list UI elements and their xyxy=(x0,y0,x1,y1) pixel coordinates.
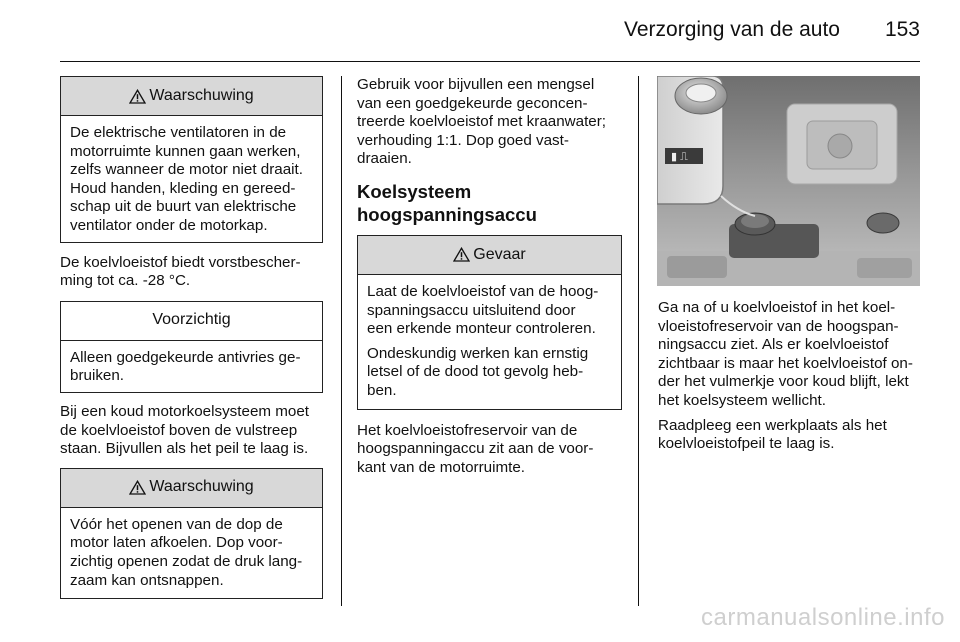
warning-triangle-icon xyxy=(129,480,146,495)
warning-box-1-title: Waarschuwing xyxy=(149,86,254,104)
engine-coolant-reservoir-photo xyxy=(657,76,920,286)
danger-box xyxy=(357,235,622,410)
paragraph-check-coolant: Ga na of u koelvloeistof in het koel- vloeistofreservoir van de hoogspan- ningsaccu ziet. Als er koelvloeistof zichtbaar is maar het koelvloeistof on- der het vulmerkje voor koud blijft, lekt het koelsysteem wellicht. xyxy=(658,299,913,409)
warning-triangle-icon xyxy=(129,89,146,104)
warning-box-1 xyxy=(60,76,323,243)
caution-box-header xyxy=(61,302,322,341)
header-divider xyxy=(60,61,920,62)
caution-box xyxy=(60,301,323,393)
column-2 xyxy=(357,76,622,477)
column-divider-1 xyxy=(341,76,342,606)
warning-box-2-header xyxy=(61,469,322,508)
page-title: Verzorging van de auto xyxy=(624,18,840,41)
caution-box-title: Voorzichtig xyxy=(152,311,231,329)
section-heading: Koelsysteem hoogspanningsaccu xyxy=(357,180,537,225)
paragraph-refill-mixture: Gebruik voor bijvullen een mengsel van een goedgekeurde geconcen- treerde koelvloeistof met kraanwater; verhouding 1:1. Dop goed vast- draaien. xyxy=(357,76,607,168)
danger-box-header xyxy=(358,236,621,275)
watermark: carmanualsonline.info xyxy=(701,604,945,631)
danger-box-title: Gevaar xyxy=(473,245,526,263)
page-number: 153 xyxy=(884,18,920,41)
danger-box-text-2: Ondeskundig werken kan ernstig letsel of de dood tot gevolg heb- ben. xyxy=(367,344,589,399)
paragraph-frost-protection: De koelvloeistof biedt vorstbescher- ming tot ca. -28 °C. xyxy=(60,253,301,290)
warning-box-1-header xyxy=(61,77,322,116)
warning-box-1-text: De elektrische ventilatoren in de motorruimte kunnen gaan werken, zelfs wanneer de motor niet draait. Houd handen, kleding en gereed- schap uit de buurt van elektrische ventilator onder de motorkap. xyxy=(70,124,303,234)
column-divider-2 xyxy=(638,76,639,606)
caution-box-text: Alleen goedgekeurde antivries ge- bruiken. xyxy=(70,348,301,385)
column-1 xyxy=(60,76,323,599)
paragraph-consult-workshop: Raadpleeg een werkplaats als het koelvloeistofpeil te laag is. xyxy=(658,416,887,453)
svg-text:▮ ⎍: ▮ ⎍ xyxy=(671,151,688,163)
warning-triangle-icon xyxy=(453,247,470,262)
warning-box-2-title: Waarschuwing xyxy=(149,478,254,496)
paragraph-reservoir-location: Het koelvloeistofreservoir van de hoogspanningaccu zit aan de voor- kant van de motorruimte. xyxy=(357,421,594,476)
warning-box-2 xyxy=(60,468,323,599)
paragraph-cold-engine: Bij een koud motorkoelsysteem moet de koelvloeistof boven de vulstreep staan. Bijvullen als het peil te laag is. xyxy=(60,402,310,458)
danger-box-text-1: Laat de koelvloeistof van de hoog- spanningsaccu uitsluitend door een erkende monteur controleren. xyxy=(367,282,599,338)
column-3 xyxy=(658,299,928,454)
warning-box-2-text: Vóór het openen van de dop de motor laten afkoelen. Dop voor- zichtig openen zodat de druk lang- zaam kan ontsnappen. xyxy=(70,515,303,589)
